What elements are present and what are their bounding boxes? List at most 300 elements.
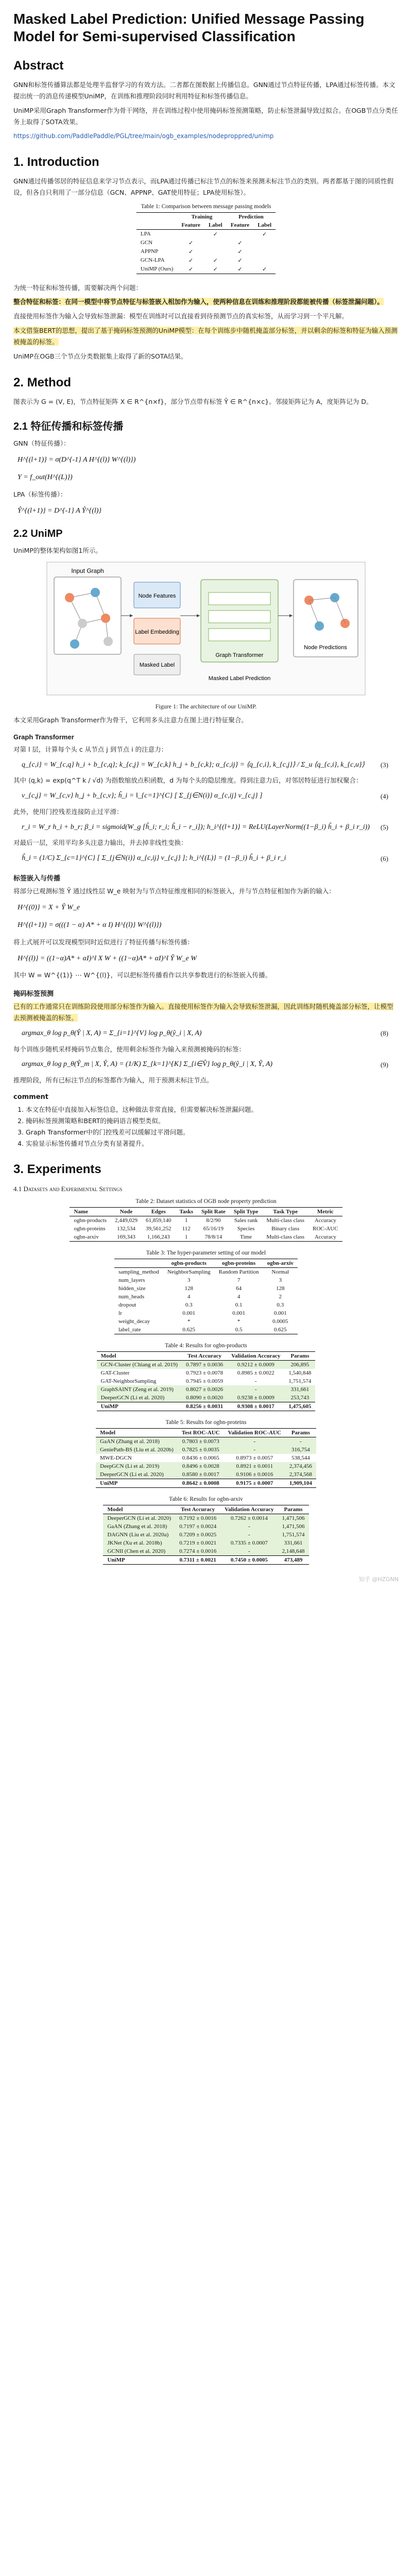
table-cell: 0.8642 ± 0.0008 — [178, 1479, 224, 1488]
table-cell: 2 — [279, 1294, 282, 1300]
table-row — [114, 1284, 298, 1293]
table-row — [114, 1309, 298, 1317]
equation-label-input: H^{(0)} = X + Ŷ W_e — [18, 903, 80, 911]
column-header: ogbn-arxiv — [263, 1259, 298, 1268]
table-cell: 0.001 — [182, 1310, 196, 1317]
comment-item: 4. 实验显示标签传播对节点分类有显著提升。 — [26, 1138, 399, 1149]
table-cell: 128 — [184, 1285, 194, 1292]
table-3-grid — [114, 1259, 298, 1334]
table-cell: 8/2/90 — [206, 1217, 221, 1224]
table-cell: 0.9308 ± 0.0017 — [227, 1402, 284, 1411]
table-cell: Time — [240, 1234, 252, 1241]
graph-node — [70, 639, 79, 649]
table-cell: 0.9212 ± 0.0009 — [227, 1361, 284, 1369]
table-cell: UniMP — [96, 1479, 178, 1488]
table-cell: 0.8985 ± 0.0022 — [237, 1370, 274, 1377]
table-cell: 4 — [187, 1294, 191, 1300]
table-row — [136, 265, 276, 274]
experiments-heading: 3. Experiments — [13, 1162, 101, 1177]
table-cell: 1,909,104 — [285, 1479, 316, 1488]
table-row — [96, 1437, 316, 1446]
header-row — [70, 1208, 342, 1216]
gt-paragraph-3: 此外，使用门控残差连接防止过平滑： — [13, 807, 123, 816]
table-cell: 0.8921 ± 0.0011 — [224, 1462, 285, 1470]
check-cell — [204, 247, 227, 256]
table-cell: Normal — [271, 1269, 289, 1276]
model-name-cell: APPNP — [140, 248, 159, 255]
table-row — [103, 1547, 308, 1556]
table-cell: 1,471,506 — [278, 1514, 309, 1523]
table-cell: Multi-class class — [266, 1217, 305, 1224]
gt-paragraph-2: 其中 ⟨q,k⟩ = exp(q^T k / √d) 为指数缩放点积函数，d 为每个头的隐层维度。得到注意力后，对邻居特征进行加权聚合： — [13, 776, 363, 785]
table-cell: 0.1 — [235, 1302, 243, 1309]
table-cell: num_heads — [118, 1294, 145, 1300]
table-cell: 331,661 — [284, 1385, 315, 1394]
table-cell: 0.3 — [277, 1302, 284, 1309]
column-header: Split Type — [230, 1208, 263, 1216]
model-name-cell: GCN-LPA — [140, 257, 165, 264]
table-row — [70, 1216, 342, 1225]
table-cell: DeepGCN (Li et al. 2019) — [96, 1462, 178, 1470]
highlight-text: 整合特征和标签：在同一模型中将节点特征与标签嵌入相加作为输入，使两种信息在训练和推理阶段都能被传播（标签泄漏问题）。 — [13, 298, 384, 306]
section-2-1-heading: 2.1 特征传播和标签传播 — [13, 420, 124, 432]
table-1-header: Feature — [227, 221, 253, 230]
equation-9: argmax_θ log p_θ(Ŷ_m | X, Ŷ, A) = (1/K) Σ_{k=1}^{K} Σ_{i∈V̂} log p_θ(ŷ_i | X, Ŷ, A) — [22, 1060, 273, 1069]
table-cell: 7 — [237, 1277, 241, 1284]
table-cell: GaAN (Zhang et al. 2018) — [103, 1522, 175, 1531]
check-cell — [227, 229, 253, 239]
table-cell: 0.7825 ± 0.0035 — [178, 1446, 224, 1454]
subheading-masked-label: 掩码标签预测 — [13, 990, 54, 998]
check-cell — [253, 239, 276, 247]
table-body — [70, 1216, 342, 1242]
table-cell: 0.7197 ± 0.0024 — [175, 1522, 220, 1531]
equation-number: (3) — [380, 761, 388, 769]
column-header: Test ROC-AUC — [178, 1429, 224, 1437]
table-cell: 0.625 — [182, 1327, 196, 1333]
mask-paragraph-2: 每个训练步随机采样掩码节点集合，使用剩余标签作为输入来预测被掩码的标签： — [13, 1045, 246, 1053]
column-header: Validation Accuracy — [220, 1505, 278, 1514]
column-header: Test Accuracy — [175, 1505, 220, 1514]
equation-row — [13, 1058, 399, 1072]
table-row — [103, 1531, 308, 1539]
table-row — [114, 1293, 298, 1301]
table-cell: 4 — [237, 1294, 241, 1300]
table-head — [114, 1259, 298, 1268]
table-cell: 3 — [187, 1277, 191, 1284]
embedding-panel — [134, 582, 180, 675]
paper-title: Masked Label Prediction: Unified Message Passing Model for Semi-supervised Classification — [13, 11, 365, 45]
table-row — [136, 247, 276, 256]
table-row — [103, 1522, 308, 1531]
table-cell: JKNet (Xu et al. 2018b) — [103, 1539, 175, 1547]
check-cell — [204, 239, 227, 247]
table-row — [70, 1225, 342, 1233]
header-row — [103, 1505, 308, 1514]
subheading-graph-transformer: Graph Transformer — [13, 733, 74, 741]
equation-row — [13, 821, 399, 835]
table-row-ours — [97, 1402, 316, 1411]
table-cell: 1,166,243 — [147, 1234, 170, 1241]
table-cell: Species — [237, 1226, 255, 1232]
table-cell: 0.625 — [273, 1327, 287, 1333]
table-row — [97, 1369, 316, 1377]
table-cell: 1 — [185, 1234, 188, 1241]
label-embedding-label: Label Embedding — [135, 629, 179, 636]
method-heading: 2. Method — [13, 375, 71, 389]
table-cell: GAT-Cluster — [100, 1370, 130, 1377]
table-row — [97, 1385, 316, 1394]
table-2 — [13, 1198, 399, 1242]
table-cell: hidden_size — [118, 1285, 146, 1292]
column-header — [114, 1259, 163, 1268]
table-cell: DAGNN (Liu et al. 2020a) — [103, 1531, 175, 1539]
table-cell: 1,540,848 — [288, 1370, 312, 1377]
table-row — [114, 1317, 298, 1326]
column-header: Model — [97, 1352, 182, 1361]
highlight-text: 已有的工作通常只在训练阶段使用部分标签作为输入。直接使用标签作为输入会导致标签泄漏，因此训练时随机掩盖部分标签，让模型去预测被掩盖的标签。 — [13, 1003, 393, 1022]
table-cell: 0.7923 ± 0.0078 — [186, 1370, 224, 1377]
intro-paragraph-2: 为统一特征和标签传播，需要解决两个问题： — [13, 283, 143, 292]
table-1-group-training: Training — [191, 213, 213, 220]
table-cell: 0.7274 ± 0.0016 — [175, 1547, 220, 1556]
table-cell: * — [187, 1318, 191, 1325]
table-1-corner — [136, 212, 177, 221]
table-cell: - — [220, 1522, 278, 1531]
table-row — [97, 1361, 316, 1369]
table-cell: DeeperGCN (Li et al. 2020) — [103, 1514, 175, 1523]
architecture-diagram — [46, 562, 366, 696]
equation-row — [13, 758, 399, 772]
equation-number: (6) — [380, 854, 388, 862]
table-cell: 61,859,140 — [146, 1217, 171, 1224]
table-cell: 0.7209 ± 0.0025 — [175, 1531, 220, 1539]
graph-node — [91, 588, 100, 597]
watermark: 知乎 @HZGNN — [358, 1576, 399, 1583]
table-cell: label_rate — [118, 1327, 141, 1333]
table-cell: GeniePath-BS (Liu et al. 2020b) — [96, 1446, 178, 1454]
table-cell: 0.001 — [273, 1310, 287, 1317]
table-cell: 169,343 — [117, 1234, 135, 1241]
column-header: ogbn-proteins — [215, 1259, 263, 1268]
table-4 — [13, 1343, 399, 1411]
table-cell: 0.8580 ± 0.0017 — [178, 1470, 224, 1479]
table-cell: 112 — [182, 1226, 191, 1232]
table-cell: 0.8496 ± 0.0028 — [178, 1462, 224, 1470]
table-row-ours — [96, 1479, 316, 1488]
table-cell: Accuracy — [314, 1234, 336, 1241]
table-cell: 0.7803 ± 0.0073 — [178, 1437, 224, 1446]
table-cell: Sales rank — [234, 1217, 258, 1224]
check-cell: ✓ — [262, 266, 267, 273]
input-graph-label: Input Graph — [71, 567, 104, 575]
table-cell: 0.5 — [235, 1327, 243, 1333]
table-row — [114, 1301, 298, 1309]
model-name-cell: GCN — [140, 240, 153, 246]
table-cell: 0.8973 ± 0.0057 — [236, 1455, 273, 1462]
table-cell: MWE-DGCN — [100, 1455, 132, 1462]
table-cell: 2,148,648 — [278, 1547, 309, 1556]
abstract-heading: Abstract — [13, 59, 64, 73]
output-label: Node Predictions — [304, 645, 347, 651]
highlight-text: 本文借鉴BERT的思想，提出了基于掩码标签预测的UniMP模型：在每个训练步中随机掩盖部分标签，并以剩余的标签和特征为输入预测被掩盖的标签。 — [13, 327, 398, 346]
comment-heading: comment — [13, 1093, 49, 1101]
table-cell: 2,374,568 — [285, 1470, 316, 1479]
table-cell: 0.7945 ± 0.0059 — [186, 1378, 224, 1385]
check-cell: ✓ — [188, 257, 194, 264]
table-cell: 473,489 — [278, 1556, 309, 1565]
column-header: Edges — [142, 1208, 176, 1216]
table-cell: 65/16/19 — [203, 1226, 224, 1232]
table-cell: 0.7311 ± 0.0021 — [175, 1556, 220, 1565]
check-cell: ✓ — [262, 231, 267, 238]
table-row — [97, 1394, 316, 1402]
column-header: Params — [284, 1352, 315, 1361]
table-cell: lr — [118, 1310, 122, 1317]
check-cell: ✓ — [237, 248, 243, 255]
table-cell: GAT-NeighborSampling — [100, 1378, 157, 1385]
table-row — [96, 1446, 316, 1454]
table-1-grid — [136, 212, 276, 274]
table-cell: 0.7262 ± 0.0014 — [220, 1514, 278, 1523]
mask-paragraph-1 — [13, 1001, 399, 1024]
comment-item: 2. 掩码标签预测策略和BERT的掩码语言模型类似。 — [26, 1115, 399, 1127]
table-cell: 1,475,605 — [284, 1402, 315, 1411]
check-cell: ✓ — [213, 231, 218, 238]
check-cell — [253, 247, 276, 256]
header-row — [96, 1429, 316, 1437]
table-cell: - — [224, 1437, 285, 1446]
graph-node — [65, 593, 74, 602]
column-header: Node — [111, 1208, 142, 1216]
table-cell: 78/8/14 — [204, 1234, 222, 1241]
column-header: Metric — [308, 1208, 342, 1216]
table-4-grid — [97, 1351, 316, 1411]
table-cell: 0.7219 ± 0.0021 — [175, 1539, 220, 1547]
comment-item: 1. 本文在特征中直接加入标签信息，这种做法非常直接，但需要解决标签泄漏问题。 — [26, 1104, 399, 1115]
input-graph-panel — [54, 567, 121, 654]
table-cell: * — [237, 1318, 241, 1325]
table-cell: DeeperGCN (Li et al. 2020) — [97, 1394, 182, 1402]
table-cell: GCN-Cluster (Chiang et al. 2019) — [97, 1361, 182, 1369]
subheading-label-embedding: 标签嵌入与传播 — [13, 874, 61, 882]
table-6-caption: Table 6: Results for ogbn-arxiv — [169, 1496, 243, 1503]
column-header: Tasks — [176, 1208, 198, 1216]
table-4-caption: Table 4: Results for ogbn-products — [165, 1343, 247, 1349]
equation-8: argmax_θ log p_θ(Ŷ | X, A) = Σ_{i=1}^{V} log p_θ(ŷ_i | X, A) — [22, 1029, 202, 1037]
section-2-1-text-2: LPA（标签传播）： — [13, 490, 67, 498]
table-cell: GCNII (Chen et al. 2020) — [103, 1547, 175, 1556]
equation-number: (8) — [380, 1029, 388, 1038]
table-cell: - — [285, 1437, 316, 1446]
table-cell: 0.9106 ± 0.0016 — [224, 1470, 285, 1479]
table-cell: 1,471,506 — [278, 1522, 309, 1531]
table-row — [114, 1326, 298, 1334]
table-cell: - — [220, 1531, 278, 1539]
table-cell: ogbn-products — [74, 1217, 107, 1224]
column-header: Params — [285, 1429, 316, 1437]
check-cell: ✓ — [213, 257, 218, 264]
table-cell: - — [227, 1385, 284, 1394]
column-header: Task Type — [262, 1208, 308, 1216]
header-row — [97, 1352, 316, 1361]
table-cell: ogbn-proteins — [74, 1226, 106, 1232]
graph-node — [78, 619, 87, 628]
table-cell: 0.8027 ± 0.0026 — [182, 1385, 227, 1394]
table-1-body — [136, 229, 276, 274]
table-row — [114, 1276, 298, 1284]
table-body — [96, 1437, 316, 1488]
table-cell: Multi-class class — [266, 1234, 305, 1241]
intro-paragraph-4: 直接使用标签作为输入会导致标签泄漏：模型在训练时可以直接看到待预测节点的真实标签，从而学习到一个平凡解。 — [13, 312, 349, 320]
table-1-group-prediction: Prediction — [238, 213, 264, 220]
features-label: Node Features — [138, 593, 176, 600]
table-row — [97, 1377, 316, 1385]
table-3 — [13, 1250, 399, 1334]
check-cell — [253, 256, 276, 265]
table-cell: ogbn-arxiv — [74, 1234, 99, 1241]
table-cell: 132,534 — [117, 1226, 135, 1232]
table-cell: UniMP — [103, 1556, 175, 1565]
table-cell: 538,544 — [291, 1455, 310, 1462]
check-cell — [177, 229, 204, 239]
table-row — [136, 229, 276, 239]
table-body — [114, 1268, 298, 1334]
table-cell: UniMP — [97, 1402, 182, 1411]
table-2-caption: Table 2: Dataset statistics of OGB node property prediction — [135, 1198, 277, 1205]
equation-5: r_i = W_r h_i + b_r; β_i = sigmoid(W_g [ĥ_i; r_i; ĥ_i − r_i]); h_i^{(l+1)} = ReLU(LayerNorm((1−β_i) ĥ_i + β_i r_i)) — [22, 823, 370, 831]
table-cell: 0.8256 ± 0.0031 — [182, 1402, 227, 1411]
equation-number: (4) — [380, 792, 388, 800]
table-cell: 206,895 — [284, 1361, 315, 1369]
column-header: Validation ROC-AUC — [224, 1429, 285, 1437]
equation-lpa: Ŷ^{(l+1)} = D^{-1} A Ŷ^{(l)} — [18, 506, 102, 515]
model-name-cell: LPA — [140, 231, 151, 238]
table-cell: 316,754 — [285, 1446, 316, 1454]
gt-paragraph-1: 对第 l 层，计算每个头 c 从节点 j 到节点 i 的注意力： — [13, 745, 168, 753]
intro-heading: 1. Introduction — [13, 155, 99, 169]
masked-label-label: Masked Label — [139, 662, 175, 669]
table-cell: NeighborSampling — [167, 1269, 211, 1276]
intro-paragraph-5 — [13, 325, 399, 348]
table-cell: - — [220, 1547, 278, 1556]
check-cell: ✓ — [237, 266, 243, 273]
table-row — [136, 239, 276, 247]
table-row-ours — [103, 1556, 308, 1565]
output-panel — [294, 580, 358, 657]
column-header: Test Accuracy — [182, 1352, 227, 1361]
table-cell: 0.7897 ± 0.0036 — [182, 1361, 227, 1369]
intro-paragraph-3 — [13, 296, 399, 308]
table-head — [103, 1505, 308, 1514]
label-paragraph-2: 将上式展开可以发现模型同时近似进行了特征传播与标签传播： — [13, 938, 194, 946]
table-cell: 0.7192 ± 0.0016 — [175, 1514, 220, 1523]
equation-row — [13, 1027, 399, 1041]
column-header: Split Rate — [197, 1208, 230, 1216]
table-1-corner-2 — [136, 221, 177, 230]
experiments-subheading: 4.1 Datasets and Experimental Settings — [13, 1185, 123, 1193]
table-row — [103, 1539, 308, 1547]
graph-transformer-label: Graph Transformer — [215, 652, 264, 659]
check-cell: ✓ — [237, 257, 243, 264]
table-1 — [13, 204, 399, 274]
table-cell: dropout — [118, 1302, 136, 1309]
table-row — [103, 1514, 308, 1523]
table-cell: Accuracy — [314, 1217, 336, 1224]
table-cell: weight_decay — [118, 1318, 150, 1325]
table-row — [70, 1233, 342, 1242]
check-cell: ✓ — [188, 266, 194, 273]
intro-paragraph-1: GNN通过传播邻居的特征信息来学习节点表示，而LPA通过传播已标注节点的标签来预测未标注节点的类别。两者都基于图的同质性假设，但各自只利用了一部分信息（GCN、APPNP、GAT使用特征；LPA使用标签）。 — [13, 177, 394, 196]
section-2-2-heading: 2.2 UniMP — [13, 528, 63, 540]
label-paragraph-1: 将部分已观测标签 Ŷ 通过线性层 W_e 映射为与节点特征维度相同的标签嵌入，并与节点特征相加作为新的输入： — [13, 887, 335, 895]
table-cell: sampling_method — [118, 1269, 159, 1276]
abstract-paragraph-2: UniMP采用Graph Transformer作为骨干网络，并在训练过程中使用掩码标签预测策略，防止标签泄漏导致过拟合。在OGB节点分类任务上取得了SOTA效果。 — [13, 107, 398, 126]
graph-transformer-intro: 本文采用Graph Transformer作为骨干，它利用多头注意力在图上进行特征聚合。 — [13, 716, 248, 724]
table-cell: 0.0005 — [272, 1318, 288, 1325]
table-cell: Random Partition — [218, 1269, 259, 1276]
table-cell: 0.9175 ± 0.0007 — [224, 1479, 285, 1488]
equation-row — [13, 789, 399, 803]
section-2-2-text: UniMP的整体架构如图1所示。 — [13, 547, 102, 555]
graph-node — [104, 637, 113, 646]
equation-4: v_{c,j} = W_{c,v} h_j + b_{c,v}; ĥ_i = ‖_{c=1}^{C} [ Σ_{j∈N(i)} α_{c,ij} v_{c,j} ] — [22, 792, 263, 800]
table-cell: 1 — [185, 1217, 188, 1224]
table-cell: 3 — [279, 1277, 282, 1284]
table-3-caption: Table 3: The hyper-parameter setting of our model — [146, 1250, 266, 1257]
section-2-1-text: GNN（特征传播）： — [13, 439, 70, 447]
equation-row — [13, 852, 399, 866]
table-cell: - — [254, 1378, 257, 1385]
table-cell: 0.7335 ± 0.0007 — [220, 1539, 278, 1547]
method-paragraph-1: 图表示为 G = (V, E)，节点特征矩阵 X ∈ R^{n×f}，部分节点带有标签 Ŷ ∈ R^{n×c}。邻接矩阵记为 A，度矩阵记为 D。 — [13, 397, 373, 405]
table-cell: 1,751,574 — [278, 1531, 309, 1539]
table-1-header: Label — [204, 221, 227, 230]
table-cell: 0.9238 ± 0.0009 — [227, 1394, 284, 1402]
check-cell: ✓ — [188, 240, 194, 246]
graph-transformer-block — [201, 580, 278, 662]
equation-3: q_{c,i} = W_{c,q} h_i + b_{c,q}; k_{c,j} = W_{c,k} h_j + b_{c,k}; α_{c,ij} = ⟨q_{c,i}, k_{c,j}⟩ / Σ_u ⟨q_{c,i}, k_{c,u}⟩ — [22, 760, 365, 769]
table-cell: 0.8090 ± 0.0020 — [182, 1394, 227, 1402]
table-head — [70, 1208, 342, 1216]
table-1-header: Feature — [177, 221, 204, 230]
table-cell: 253,743 — [284, 1394, 315, 1402]
gt-paragraph-4: 对最后一层，采用平均多头注意力输出，并去掉非线性变换： — [13, 839, 187, 847]
table-5-caption: Table 5: Results for ogbn-proteins — [165, 1419, 247, 1426]
table-cell: 0.7450 ± 0.0005 — [220, 1556, 278, 1565]
equation-number: (5) — [380, 823, 388, 832]
code-link[interactable]: https://github.com/PaddlePaddle/PGL/tree/main/ogb_examples/nodeproppred/unimp — [13, 132, 274, 140]
figure-1-caption: Figure 1: The architecture of our UniMP. — [155, 703, 257, 710]
table-cell: GaAN (Zhang et al. 2018) — [96, 1437, 178, 1446]
table-1-header: Label — [253, 221, 276, 230]
table-2-grid — [70, 1207, 342, 1242]
table-cell: ROC-AUC — [313, 1226, 338, 1232]
table-1-caption: Table 1: Comparison between message passing models — [141, 203, 271, 210]
check-cell: ✓ — [188, 248, 194, 255]
table-cell: 2,374,456 — [285, 1462, 316, 1470]
table-6 — [13, 1496, 399, 1565]
column-header: Name — [70, 1208, 111, 1216]
table-row — [114, 1268, 298, 1277]
table-cell: GraphSAINT (Zeng et al. 2019) — [97, 1385, 182, 1394]
check-cell: ✓ — [237, 240, 243, 246]
equation-gnn-1: H^{(l+1)} = σ(D^{-1} A H^{(l)} W^{(l)}) — [18, 455, 136, 464]
equation-expanded: H^{(l)} = ((1−α)A* + αI)^l X W + ((1−α)A* + αI)^l Ŷ W_e W — [18, 954, 197, 962]
table-row — [96, 1454, 316, 1462]
table-row — [136, 256, 276, 265]
equation-number: (9) — [380, 1060, 388, 1069]
